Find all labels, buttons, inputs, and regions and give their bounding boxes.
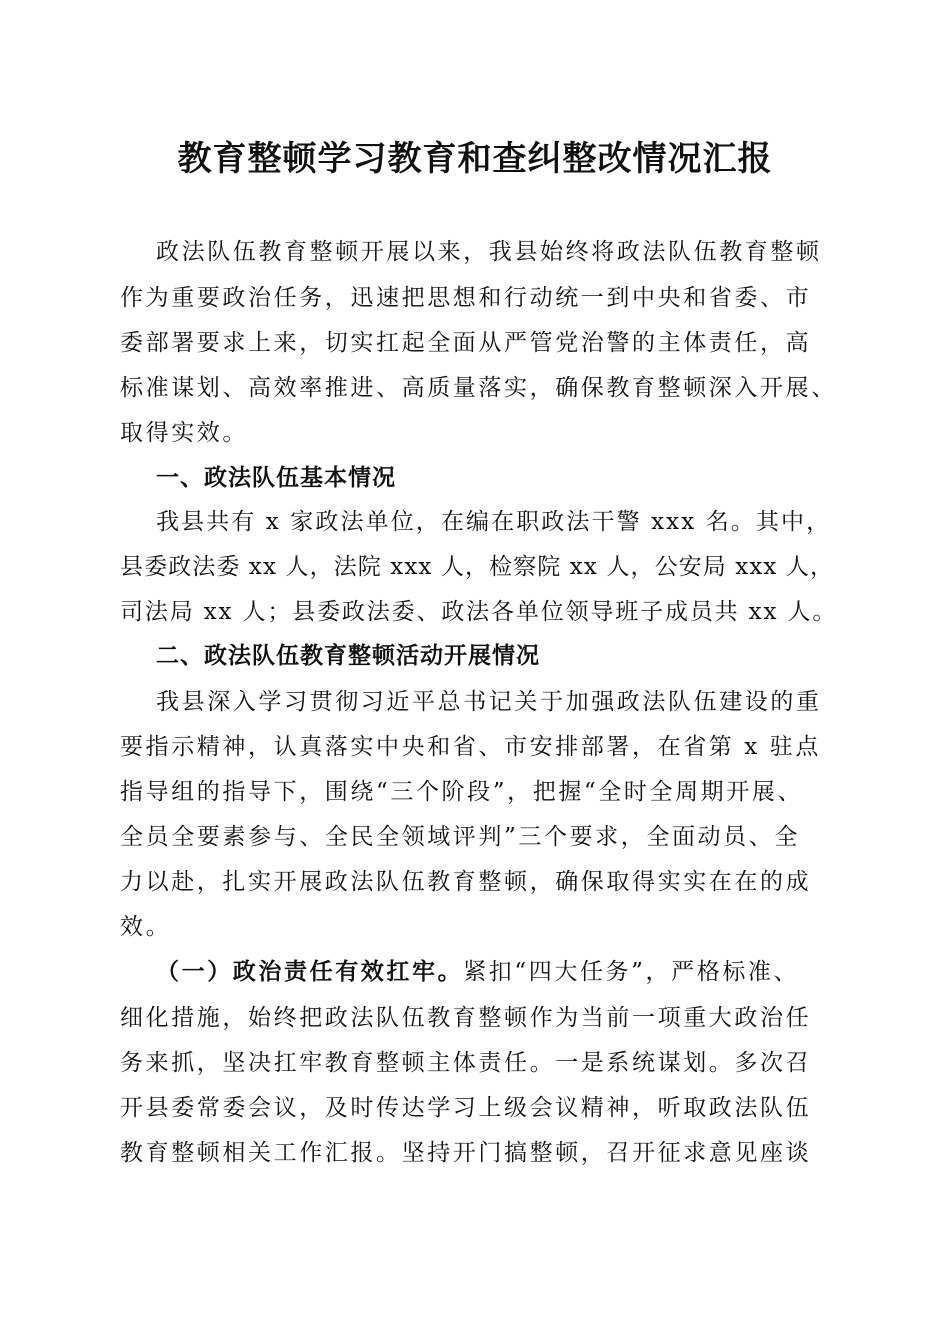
paragraph-line: 政法队伍教育整顿开展以来，我县始终将政法队伍教育整顿 [156,239,822,265]
paragraph-line: 全员全要素参与、全民全领域评判”三个要求，全面动员、全 [120,824,800,850]
paragraph-line: 委部署要求上来，切实扛起全面从严管党治警的主体责任，高 [120,330,812,356]
paragraph-line: 标准谋划、高效率推进、高质量落实，确保教育整顿深入开展、 [120,375,837,401]
paragraph-line: 作为重要政治任务，迅速把思想和行动统一到中央和省委、市 [120,285,812,311]
paragraph-line: 司法局 xx 人；县委政法委、政法各单位领导班子成员共 xx 人。 [120,599,838,625]
section-heading-2: 二、政法队伍教育整顿活动开展情况 [156,643,540,669]
paragraph-line: 效。 [120,914,172,940]
subsection-heading-1: （一）政治责任有效扛牢。 [156,958,464,985]
document-title: 教育整顿学习教育和查纠整改情况汇报 [177,139,773,179]
paragraph-line: 力以赴，扎实开展政法队伍教育整顿，确保取得实实在在的成 [120,869,812,895]
section-heading-1: 一、政法队伍基本情况 [156,465,396,491]
paragraph-line: 指导组的指导下，围绕“三个阶段”，把握“全时全周期开展、 [120,779,804,805]
subsection-text: 紧扣“四大任务”，严格标准、 [463,959,800,985]
paragraph-line: 要指示精神，认真落实中央和省、市安排部署，在省第 x 驻点 [120,734,821,760]
paragraph-line: 教育整顿相关工作汇报。坚持开门搞整顿，召开征求意见座谈 [120,1140,812,1166]
paragraph-line: 务来抓，坚决扛牢教育整顿主体责任。一是系统谋划。多次召 [120,1050,812,1076]
paragraph-line: 我县共有 x 家政法单位，在编在职政法干警 xxx 名。其中， [156,509,832,535]
paragraph-line: 细化措施，始终把政法队伍教育整顿作为当前一项重大政治任 [120,1005,812,1031]
paragraph-line: 县委政法委 xx 人，法院 xxx 人，检察院 xx 人，公安局 xxx 人， [120,554,835,580]
paragraph-line: 开县委常委会议，及时传达学习上级会议精神，听取政法队伍 [120,1095,812,1121]
paragraph-line: 取得实效。 [120,420,248,446]
paragraph-line: 我县深入学习贯彻习近平总书记关于加强政法队伍建设的重 [156,689,822,715]
subsection-first-line [156,950,799,994]
